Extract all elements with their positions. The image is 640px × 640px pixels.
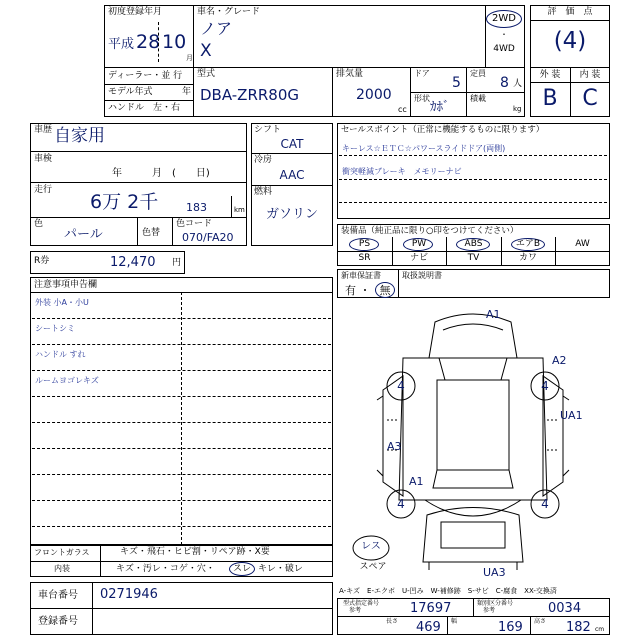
reg-number-label: 登録番号	[38, 616, 78, 627]
equip-pw: PW	[411, 239, 427, 249]
equip-sr: SR	[358, 253, 371, 263]
fuel: ガソリン	[265, 207, 318, 222]
interior-text-a: キズ・汚レ・コゲ・穴・	[116, 564, 215, 574]
chassis-label: 車台番号	[38, 590, 78, 601]
type-value: DBA-ZRR80G	[200, 86, 300, 104]
tire-tread: 4	[541, 497, 549, 511]
displacement-label: 排気量	[336, 69, 364, 79]
width: 169	[498, 620, 523, 635]
drive-sep: ・	[500, 30, 508, 39]
kg-unit: kg	[513, 105, 522, 113]
front-glass-label: フロントガラス	[34, 548, 90, 557]
ref-label: 参考	[349, 607, 362, 614]
reg-era: 平成	[108, 37, 135, 52]
note-line: ハンドル すれ	[35, 350, 86, 359]
car-name-label: 車名・グレード	[197, 7, 261, 17]
damage-legend: A-キズ E-エクボ U-凹み W-補修跡 S-サビ C-腐食 XX-交換済	[339, 587, 557, 595]
damage-mark: A1	[486, 308, 501, 321]
spare-label: スペア	[359, 562, 387, 572]
interior-label: 内装	[54, 564, 70, 573]
color-label: 色	[34, 219, 44, 229]
sales-point-line: 衝突軽減ブレーキ メモリーナビ	[342, 167, 462, 176]
model-year-label: モデル年式	[108, 87, 153, 97]
equip-abs: ABS	[464, 239, 483, 249]
color-code: 070/FA20	[182, 231, 234, 244]
equip-leather: カワ	[518, 253, 537, 263]
equip-tv: TV	[467, 253, 480, 263]
mileage-small: 183	[186, 201, 207, 214]
length-label: 長さ	[386, 618, 399, 625]
note-line: ルームヨゴレキズ	[35, 376, 99, 385]
first-reg-label: 初度登録年月	[108, 7, 163, 17]
exterior-label: 外 装	[539, 70, 561, 80]
capacity: 8	[500, 75, 509, 91]
spare-mark: レス	[361, 541, 381, 552]
cc-unit: cc	[398, 105, 407, 114]
tire-tread: 4	[397, 497, 405, 511]
rating-score: (4)	[553, 28, 587, 54]
cm-unit: cm	[595, 626, 605, 633]
interior-grade: C	[582, 86, 598, 111]
equip-aw: AW	[575, 239, 590, 249]
grade: X	[200, 41, 212, 61]
front-glass-text: キズ・飛石・ヒビ割・リペア跡・X要	[120, 547, 270, 557]
doors: 5	[452, 75, 461, 91]
note-line: シートシミ	[35, 324, 75, 333]
recycle-label: R券	[34, 256, 50, 266]
width-label: 幅	[451, 618, 458, 625]
category-number: 0034	[548, 601, 582, 616]
inspection-text: 年 月 ( 日)	[112, 168, 210, 179]
interior-label: 内 装	[579, 70, 601, 80]
color: パール	[64, 227, 103, 242]
recycle-value: 12,470	[110, 255, 156, 270]
ref-label: 参考	[483, 607, 496, 614]
notes-label: 注意事項申告欄	[34, 280, 98, 290]
equip-airbag: エアB	[515, 239, 541, 249]
interior-circled: スレ	[232, 564, 251, 574]
door-label: ドア	[414, 69, 430, 78]
sales-points-label: セールスポイント（正常に機能するものに限ります）	[341, 125, 545, 135]
type-designation-label: 型式指定番号	[343, 600, 380, 607]
damage-mark: UA3	[483, 566, 506, 579]
sales-point-line: キーレス☆ＥＴＣ☆パワースライドドア(両側)	[342, 144, 506, 153]
inspection-label: 車検	[34, 154, 53, 164]
color-code-label: 色コード	[176, 219, 213, 229]
drive-4wd: 4WD	[493, 44, 515, 54]
height: 182	[566, 620, 591, 635]
mileage-label: 走行	[34, 185, 53, 195]
category-label: 車歴	[34, 125, 53, 135]
recycle-unit: 円	[172, 258, 182, 268]
ac: AAC	[279, 168, 305, 182]
reg-year: 28	[136, 31, 161, 53]
note-line: 外装 小A・小U	[35, 298, 89, 307]
km-unit: km	[234, 206, 245, 214]
exterior-grade: B	[542, 86, 558, 111]
damage-mark: A2	[552, 354, 567, 367]
category-number-label: 類別区分番号	[477, 600, 514, 607]
reg-month: 10	[162, 31, 187, 53]
shift: CAT	[280, 137, 304, 151]
interior-text-b: キレ・破レ	[258, 564, 303, 574]
ac-label: 冷房	[254, 155, 273, 165]
length: 469	[416, 620, 441, 635]
shape: ｶﾎﾞ	[430, 100, 450, 115]
equip-ps: PS	[358, 239, 371, 249]
equipment-label: 装備品（純正品に限り○印をつけてください）	[341, 226, 519, 236]
manual-label: 取扱説明書	[402, 271, 442, 280]
car-name: ノア	[200, 19, 233, 38]
shape-label: 形状	[414, 94, 430, 103]
mileage: 6万 2千	[90, 191, 159, 213]
type-label: 型式	[197, 69, 216, 79]
height-label: 高さ	[534, 618, 547, 625]
capacity-unit: 人	[513, 79, 523, 89]
dealer-label: ディーラー・並 行	[108, 71, 183, 81]
load-label: 積載	[470, 94, 486, 103]
recycle-block	[30, 251, 185, 274]
month-unit: 月	[186, 54, 193, 62]
chassis-number: 0271946	[100, 587, 158, 602]
damage-mark: A3	[387, 440, 402, 453]
capacity-label: 定員	[470, 69, 486, 78]
warranty-label: 新車保証書	[341, 271, 381, 280]
category: 自家用	[54, 126, 105, 146]
shift-label: シフト	[254, 125, 282, 135]
fuel-label: 燃料	[254, 187, 273, 197]
drive-2wd: 2WD	[492, 13, 516, 24]
type-designation: 17697	[410, 601, 452, 616]
handle-label: ハンドル 左・右	[108, 103, 181, 113]
damage-mark: A1	[409, 475, 424, 488]
warranty-none: 無	[379, 284, 391, 297]
rating-label: 評 価 点	[547, 7, 593, 17]
damage-mark: UA1	[560, 409, 583, 422]
color-change-label: 色替	[142, 228, 161, 238]
model-year-unit: 年	[182, 87, 192, 97]
warranty-options: 有 ・	[345, 284, 371, 297]
displacement: 2000	[356, 87, 392, 103]
equip-navi: ナビ	[409, 253, 428, 263]
tire-tread: 4	[541, 379, 549, 393]
tire-tread: 4	[397, 379, 405, 393]
